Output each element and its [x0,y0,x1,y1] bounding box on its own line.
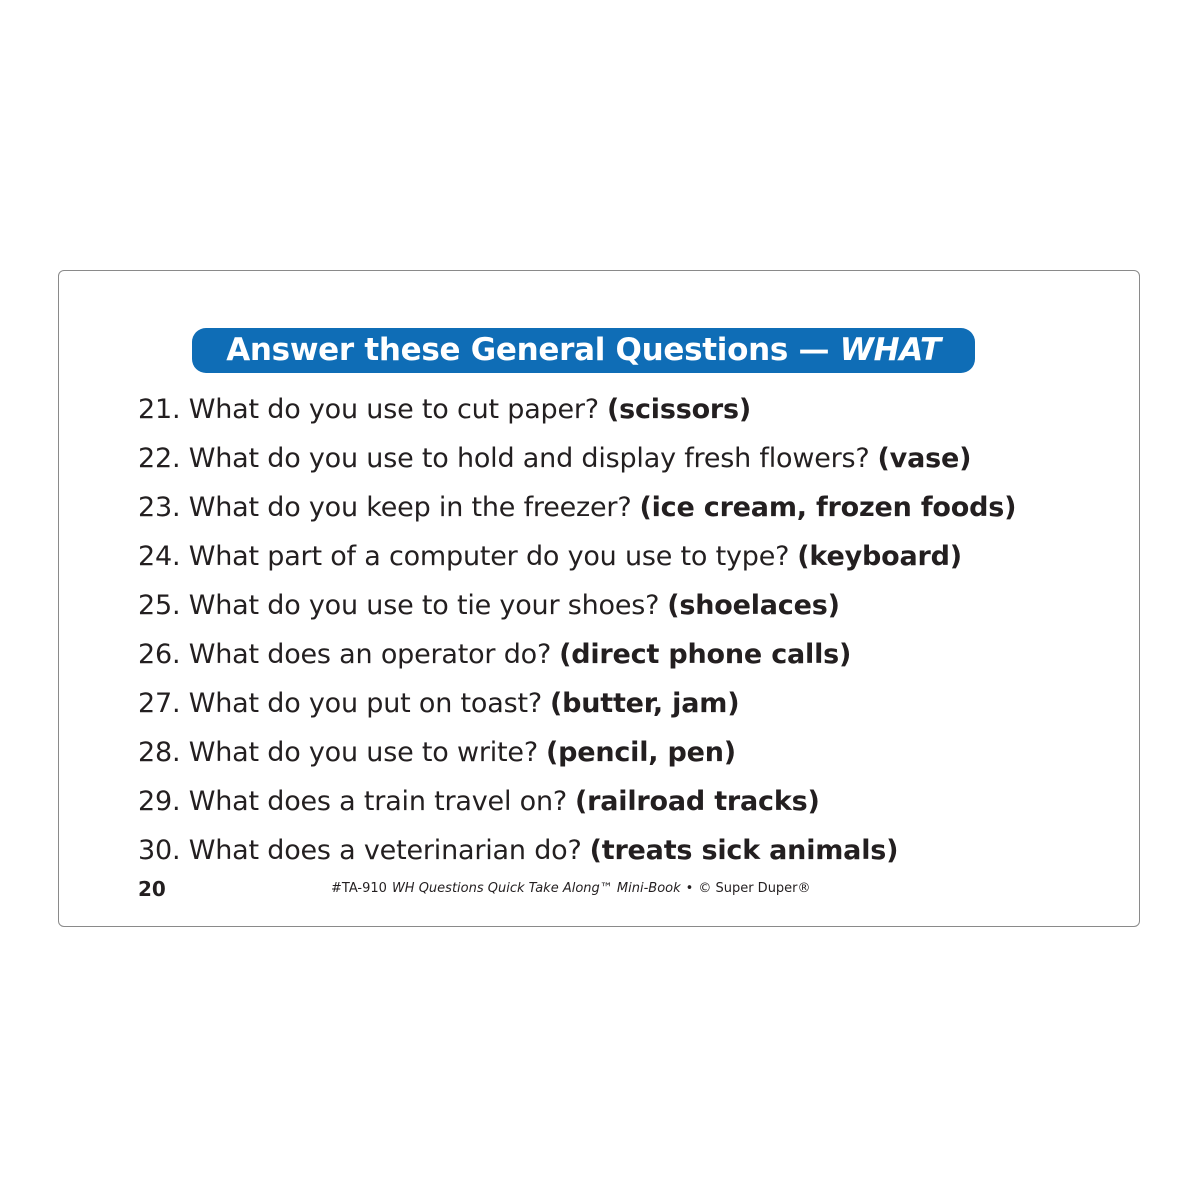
question-number: 30. [138,835,181,866]
product-code: #TA-910 [331,881,387,896]
question-list [138,385,1128,875]
banner-title-emphasis: WHAT [839,332,941,368]
section-banner [192,328,975,373]
question-answer: (pencil, pen) [545,737,736,768]
question-item [138,581,1128,630]
question-number: 27. [138,688,181,719]
question-answer: (scissors) [606,394,752,425]
question-item [138,532,1128,581]
question-text: What do you use to hold and display fresh flowers? [188,443,870,474]
question-text: What do you keep in the freezer? [188,492,632,523]
question-text: What do you use to write? [188,737,538,768]
question-number: 21. [138,394,181,425]
footer-separator: • [685,881,694,896]
page-footer [138,876,1038,902]
question-item [138,630,1128,679]
question-answer: (direct phone calls) [559,639,852,670]
question-number: 28. [138,737,181,768]
question-answer: (vase) [877,443,972,474]
question-answer: (keyboard) [797,541,962,572]
question-text: What does an operator do? [188,639,552,670]
question-answer: (treats sick animals) [589,835,899,866]
question-text: What does a veterinarian do? [188,835,582,866]
question-item [138,728,1128,777]
question-answer: (butter, jam) [549,688,740,719]
book-title: WH Questions Quick Take Along™ Mini-Book [391,881,681,896]
question-item [138,483,1128,532]
question-text: What do you use to cut paper? [188,394,599,425]
question-number: 29. [138,786,181,817]
question-number: 26. [138,639,181,670]
question-item [138,434,1128,483]
question-item [138,777,1128,826]
question-text: What do you use to tie your shoes? [188,590,660,621]
question-number: 24. [138,541,181,572]
page-number: 20 [138,877,166,901]
banner-title: Answer these General Questions — [226,332,840,368]
copyright-text: © Super Duper® [698,881,811,896]
footer-credit [331,876,811,902]
question-number: 23. [138,492,181,523]
question-number: 25. [138,590,181,621]
question-text: What do you put on toast? [188,688,542,719]
question-text: What part of a computer do you use to type? [188,541,790,572]
question-number: 22. [138,443,181,474]
question-text: What does a train travel on? [188,786,568,817]
question-item [138,679,1128,728]
question-item [138,826,1128,875]
question-answer: (ice cream, frozen foods) [639,492,1017,523]
question-answer: (shoelaces) [667,590,840,621]
question-item [138,385,1128,434]
question-answer: (railroad tracks) [575,786,820,817]
